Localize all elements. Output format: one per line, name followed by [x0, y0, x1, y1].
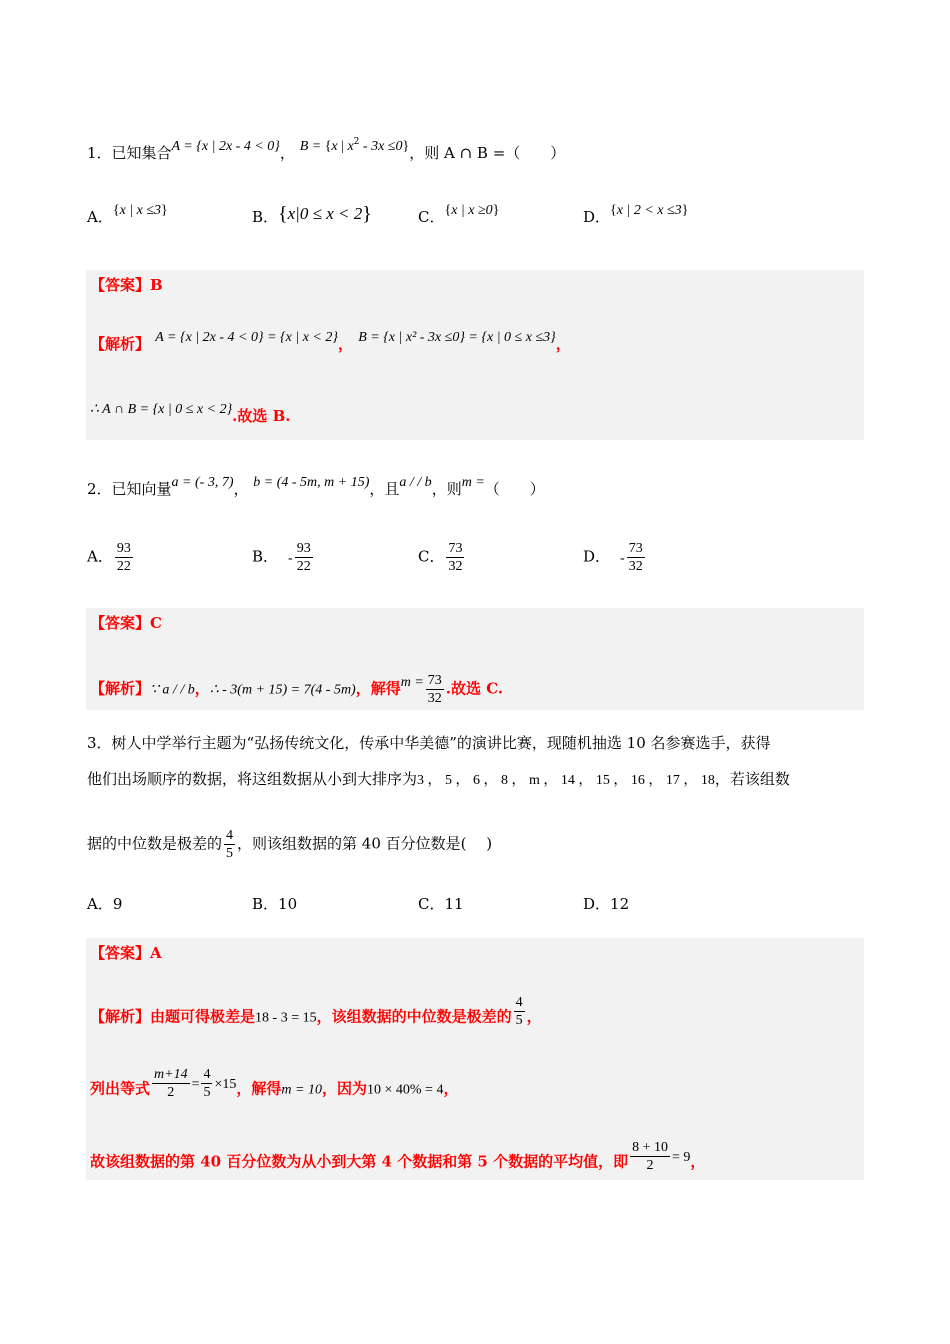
fraction-numerator: 93 [296, 541, 311, 556]
q1-option-a: A．{x | x ≤3} [87, 203, 168, 226]
q3-a1-text2: ，该组数据的中位数是极差的 [316, 1007, 512, 1026]
q1-set-b-exp: 2 [353, 137, 360, 147]
q3-analysis-line2 [90, 1067, 459, 1107]
q3-line3-suffix: ，则该组数据的第 40 百分位数是( ) [237, 834, 493, 853]
q1-analysis-comma2: ， [555, 335, 571, 353]
option-label: D． [583, 547, 611, 566]
q3-option-d: D．12 [583, 895, 630, 913]
fraction-numerator: 8 + 10 [632, 1140, 668, 1155]
option-math: x | x ≥0 [451, 203, 493, 218]
q2-m-eq: m = [461, 475, 485, 490]
fraction-numerator: 93 [116, 541, 131, 556]
q1-analysis-math-b: B = {x | x² - 3x ≤0} = {x | 0 ≤ x ≤3} [358, 330, 556, 345]
option-math: x|0 ≤ x < 2 [287, 204, 363, 223]
q3-answer-box [86, 938, 864, 1180]
q3-option-b: B．10 [252, 895, 298, 913]
fraction-numerator: 73 [448, 541, 463, 556]
q3-a2-m: m = 10 [281, 1082, 322, 1098]
option-label: C． [418, 208, 445, 226]
q1-analysis-line1 [90, 330, 571, 356]
q3-line2-suffix: ，若该组数 [714, 770, 790, 788]
q1-analysis-line2 [90, 402, 291, 428]
q3-option-a: A．9 [87, 895, 123, 913]
option-sign: - [288, 550, 293, 566]
fraction-denominator: 2 [630, 1156, 670, 1174]
q3-a3-eq: = 9 [672, 1149, 691, 1165]
q3-a2-times: ×15 [214, 1076, 237, 1092]
q2-option-d [583, 540, 647, 575]
q2-analysis-sep: ， [194, 679, 210, 698]
q1-option-d: D．{x | 2 < x ≤3} [583, 203, 689, 226]
q1-set-b-x2: x [347, 139, 354, 154]
q3-a3-text: 故该组数据的第 40 百分位数为从小到大第 4 个数据和第 5 个数据的平均值，即 [90, 1152, 629, 1171]
fraction-denominator: 5 [203, 1085, 211, 1100]
option-label: B． [252, 208, 279, 226]
q1-stem-prefix: 1．已知集合 [87, 144, 172, 162]
q3-a2-text: 列出等式 [90, 1079, 151, 1098]
q3-a3-end: ， [690, 1152, 706, 1171]
q2-sep: ， [233, 480, 249, 498]
option-label: C． [418, 547, 445, 566]
fraction-denominator: 32 [448, 559, 463, 574]
fraction-denominator: 22 [116, 559, 131, 574]
option-label: A． [87, 208, 113, 226]
q1-analysis-comma: ， [337, 335, 353, 353]
q1-stem-suffix: 则 A ∩ B =（ ） [424, 144, 566, 162]
q2-vector-a: a = (- 3, 7) [171, 475, 234, 490]
q1-analysis-math-c: ∴ A ∩ B = {x | 0 ≤ x < 2} [90, 402, 233, 417]
q2-sep2: ，且 [369, 480, 400, 498]
q2-parallel: a / / b [399, 475, 432, 490]
q3-line2-prefix: 他们出场顺序的数据，将这组数据从小到大排序为 [87, 770, 418, 788]
fraction-denominator: 22 [296, 559, 311, 574]
fraction-numerator: m+14 [154, 1067, 188, 1082]
option-label: A． [87, 547, 113, 566]
q1-analysis-tail: .故选 B. [232, 407, 291, 425]
q2-option-c [418, 540, 466, 575]
fraction-numerator: 73 [427, 673, 442, 688]
q2-paren: （ ） [484, 480, 545, 498]
q2-answer-box [86, 608, 864, 710]
option-math: x | 2 < x ≤3 [616, 203, 682, 218]
q3-a2-end: ， [443, 1079, 459, 1098]
q1-answer: 【答案】B [90, 276, 163, 294]
q3-a2-text3: ，因为 [321, 1079, 367, 1098]
q1-set-b-lhs: B = [299, 139, 325, 154]
q3-stem-line1: 3．树人中学举行主题为“弘扬传统文化，传承中华美德”的演讲比赛，现随机抽选 10 名参赛选手，获得 [87, 734, 771, 752]
q3-line3-prefix: 据的中位数是极差的 [87, 834, 223, 853]
q3-a2-text2: ，解得 [236, 1079, 282, 1098]
q1-set-b-tail: - 3x ≤0 [359, 139, 403, 154]
fraction-denominator: 5 [226, 846, 234, 861]
q2-analysis-tail: .故选 C. [445, 679, 504, 698]
fraction-numerator: 73 [628, 541, 643, 556]
q2-sep3: ，则 [431, 480, 462, 498]
q1-answer-box [86, 270, 864, 440]
q1-sep: ， [279, 144, 295, 162]
q2-option-b [252, 540, 315, 575]
option-math: x | x ≤3 [119, 203, 162, 218]
q1-stem: 1．已知集合A = {x | 2x - 4 < 0}， B = {x | $x^2 - 3x \le 0$}，则 A ∩ B =（ ） [87, 137, 566, 162]
fraction-denominator: 32 [628, 559, 643, 574]
q3-answer: 【答案】A [90, 944, 162, 962]
q3-a1-end: ， [526, 1007, 542, 1026]
analysis-label: 【解析】 [90, 679, 151, 698]
q3-a1-text: 由题可得极差是 [150, 1007, 256, 1026]
q3-analysis-line1 [90, 995, 542, 1035]
fraction-numerator: 4 [203, 1067, 211, 1082]
q2-stem-prefix: 2．已知向量 [87, 480, 172, 498]
q2-solve-label: ，解得 [355, 679, 401, 698]
q1-set-a: A = {x | 2x - 4 < 0} [171, 139, 280, 154]
q2-therefore: ∴ - 3(m + 15) = 7(4 - 5m) [209, 682, 356, 698]
fraction-numerator: 4 [226, 828, 234, 843]
q2-analysis-m-eq: m = [400, 674, 424, 690]
q3-a2-eq: = [191, 1076, 200, 1092]
option-sign: - [620, 550, 625, 566]
q1-set-b-x: x [331, 139, 338, 154]
q1-sep2: ， [409, 144, 425, 162]
q2-vector-b: b = (4 - 5m, m + 15) [253, 475, 370, 490]
q3-stem-line3 [87, 827, 492, 862]
q3-analysis-line3 [90, 1140, 706, 1180]
option-label: B． [252, 547, 279, 566]
option-label: D． [583, 208, 611, 226]
q2-stem [87, 475, 545, 501]
analysis-label: 【解析】 [90, 335, 151, 353]
fraction-numerator: 4 [515, 995, 523, 1010]
q2-option-a [87, 540, 135, 575]
q3-a2-pct: 10 × 40% = 4 [366, 1082, 444, 1098]
q2-because: ∵ a / / b [150, 682, 195, 698]
q2-answer: 【答案】C [90, 614, 162, 632]
q1-option-c: C．{x | x ≥0} [418, 203, 500, 226]
q2-analysis [90, 672, 503, 707]
q3-stem-line2 [87, 769, 790, 791]
fraction-denominator: 2 [152, 1083, 190, 1101]
fraction-denominator: 32 [427, 691, 442, 706]
analysis-label: 【解析】 [90, 1007, 151, 1026]
q1-analysis-math-a: A = {x | 2x - 4 < 0} = {x | x < 2} [155, 330, 338, 345]
q3-a1-math: 18 - 3 = 15 [255, 1010, 317, 1026]
fraction-denominator: 5 [515, 1013, 523, 1028]
q3-data: 3 ， 5 ， 6 ， 8 ， m ， 14 ， 15 ， 16 ， 17 ， 18 [417, 773, 715, 788]
q3-option-c: C．11 [418, 895, 464, 913]
q1-option-b: B．{x|0 ≤ x < 2} [252, 203, 372, 226]
